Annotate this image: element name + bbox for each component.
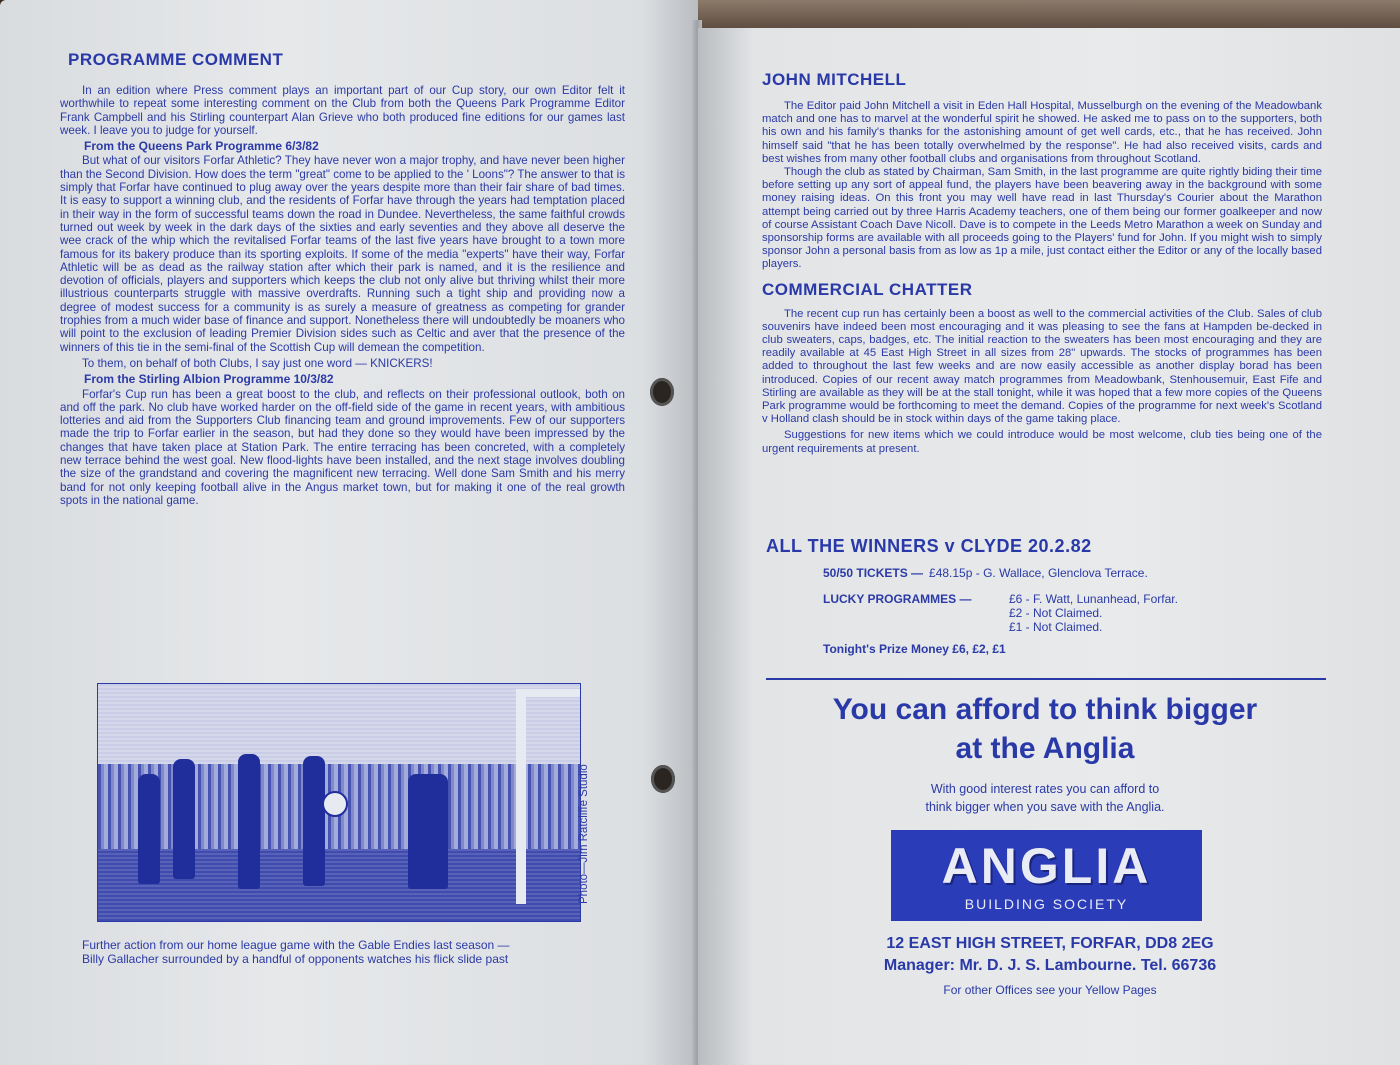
goalpost [516,689,526,904]
lucky-value: £2 - Not Claimed. [1009,606,1103,620]
john-mitchell-body [762,100,1322,272]
commercial-chatter-paragraph: The recent cup run has certainly been a boost as well to the commercial activities of the Club. Sales of club souvenirs have indeed been most encouraging and it was pleasing to see the fans at Hampden be-decked in club sweaters, caps, badges, etc. The initial reaction to the sweaters has been most encouraging and they are readily available at 45 East High Street in all sizes from 28" upwards. The stocks of programmes has been added to throughout the last few weeks and are now easily accessible as another display borad has been introduced. Copies of our recent away match programmes from Meadowbank, Stenhousemuir, East Fife and Stirling are available as they will be at the stall tonight, while it was hoped that a few more copies of the Queens Park programme would be forthcoming to meet the demand. Copies of the programme for next week's Scotland v Holland clash should be in stock within days of the game taking place. [762,307,1322,426]
punch-hole [650,378,674,406]
lucky-value: £1 - Not Claimed. [1009,620,1103,634]
programme-comment-section [60,50,625,507]
intro-paragraph: In an edition where Press comment plays an important part of our Cup story, our own Editor felt it worthwhile to repeat some interesting comment on the Club from both the Queens Park Programme Editor Frank Campbell and his Stirling counterpart Alan Grieve who both produced fine editions for our games last week. I leave you to judge for yourself. [60,84,625,137]
stirling-albion-subheading: From the Stirling Albion Programme 10/3/82 [84,372,334,387]
divider-rule [766,678,1326,680]
commercial-chatter-heading: COMMERCIAL CHATTER [762,279,973,299]
john-mitchell-heading: JOHN MITCHELL [762,70,907,89]
player [173,759,195,879]
player [238,754,260,889]
manager-line: Manager: Mr. D. J. S. Lambourne. Tel. 66736 [883,957,1217,974]
address-line: 12 EAST HIGH STREET, FORFAR, DD8 2EG [886,935,1214,952]
logo-wordmark: ANGLIA [941,838,1152,894]
photo-caption [82,938,602,966]
knickers-line: To them, on behalf of both Clubs, I say just one word — KNICKERS! [82,356,433,370]
winners-section [766,536,1326,656]
advert-headline [770,690,1320,768]
background-strip [640,0,1400,30]
player [408,774,448,889]
advert-address [800,933,1300,977]
logo-subtitle: BUILDING SOCIETY [964,896,1129,912]
lucky-programmes-values [1009,592,1178,634]
tickets-value: £48.15p - G. Wallace, Glenclova Terrace. [929,566,1148,580]
tickets-label: 50/50 TICKETS — [823,566,924,580]
caption-line: Further action from our home league game with the Gable Endies last season — [82,938,510,952]
caption-line: Billy Gallacher surrounded by a handful of opponents watches his flick slide past [82,952,509,966]
john-mitchell-paragraph: Though the club as stated by Chairman, Sam Smith, in the last programme are quite rightly biding their time before setting up any sort of appeal fund, the players have been beavering away in the background with some money raising ideas. On this front you may well have read in last Thursday's Courier about the Marathon attempt being carried out by three Harris Academy teachers, one of them being our former goalkeeper and now of course Assistant Coach Dave Nicoll. Dave is to compete in the Leeds Metro Marathon a week on Sunday and sponsorship forms are available with all proceeds going to the Players' fund for John. If you might wish to simply sponsor John a personal basis from as low as 1p a mile, just contact either the Editor or any of the locally based players. [762,166,1322,271]
anglia-logo [891,830,1202,921]
other-offices-note: For other Offices see your Yellow Pages [943,983,1157,997]
advert-subtext-line: think bigger when you save with the Anglia. [925,800,1165,814]
left-page [0,0,698,1065]
advert-subtext-line: With good interest rates you can afford to [930,782,1160,796]
winners-list [823,566,1326,656]
advert-subtext [870,780,1220,816]
commercial-chatter-paragraph: Suggestions for new items which we could introduce would be most welcome, club ties being one of the urgent requirements at present. [762,429,1322,455]
match-photo [97,683,581,922]
lucky-programmes-row [823,592,1326,634]
programme-comment-heading: PROGRAMME COMMENT [68,50,284,69]
lucky-programmes-label: LUCKY PROGRAMMES — [823,592,972,606]
commercial-chatter-body [762,308,1322,456]
programme-comment-body [60,84,625,507]
prize-money-row: Tonight's Prize Money £6, £2, £1 [823,642,1006,656]
john-mitchell-paragraph: The Editor paid John Mitchell a visit in Eden Hall Hospital, Musselburgh on the evening of the Meadowbank match and one has to marvel at the wonderful spirit he showed. He asked me to pass on to the supporters, both his own and his family's thanks for the astonishing amount of get well cards, etc., that he has received. John himself said "that he has been totally overwhelmed by the response". He had also received visits, cards and best wishes from many other football clubs and organisations from throughout Scotland. [762,100,1322,165]
lucky-value: £6 - F. Watt, Lunanhead, Forfar. [1009,592,1178,606]
tickets-row [823,566,1326,580]
player [138,774,160,884]
crossbar [516,689,580,697]
player [303,756,325,886]
john-mitchell-section [762,70,1322,456]
punch-hole [651,765,675,793]
football [322,791,348,817]
stirling-albion-paragraph: Forfar's Cup run has been a great boost to the club, and reflects on their professional outlook, both on and off the park. No club have worked harder on the off-field side of the game in recent years, with ambitious lotteries and aid from the Supporters Club financing team and ground improvements. Few of our supporters made the trip to Forfar earlier in the season, but had they done so they would have been impressed by the changes that have taken place at Station Park. The entire terracing has been concreted, with a completely new terrace behind the west goal. New flood-lights have been installed, and the next stage involves doubling the size of the grandstand and covering the magnificent new terracing. Well done Sam Smith and his merry band for not only keeping football alive in the Angus market town, but for making it one of the real growth spots in the national game. [60,387,625,507]
queens-park-subheading: From the Queens Park Programme 6/3/82 [84,139,319,154]
queens-park-paragraph: But what of our visitors Forfar Athletic? They have never won a major trophy, and have never been higher than the Second Division. How does the term "great" come to be applied to the ' Loons"? The answer to that is simply that Forfar have continued to plug away over the years despite more than their fair share of bad times. It is easy to support a winning club, and the residents of Forfar have through the years had temptation placed in their way in the form of successful teams down the road in Dundee. Nevertheless, the same faithful crowds turned out week by week in the dark days of the sixties and early seventies and they above all deserve the wee crack of the whip which the revitalised Forfar teams of the last five years have brought to a town more famous for its bakery produce than its sporting exploits. If some of the media "experts" have their way, Forfar Athletic will be as dead as the railway station after which their park is named, and it is the resilience and devotion of officials, players and supporters which keeps the club not only alive but thriving whilst their more illustrious counterparts struggle with massive overdrafts. Running such a tight ship and providing now a degree of modest success for a community is as surely a measure of greatness as competing for grander trophies from a much wider base of finance and support. Nonetheless there will undoubtedly be moaners who will point to the exclusion of leading Premier Division sides such as Celtic and aver that the presence of the winners of this tie in the semi-final of the Scottish Cup will demean the competition. [60,154,625,354]
photo-credit: Photo—Jim Ratcliffe Studio [578,764,590,904]
photo-pitch [98,849,580,921]
photo-sky [98,684,580,764]
winners-heading: ALL THE WINNERS v CLYDE 20.2.82 [766,536,1092,556]
advert-headline-line: at the Anglia [955,732,1135,765]
advert-headline-line: You can afford to think bigger [832,693,1258,726]
